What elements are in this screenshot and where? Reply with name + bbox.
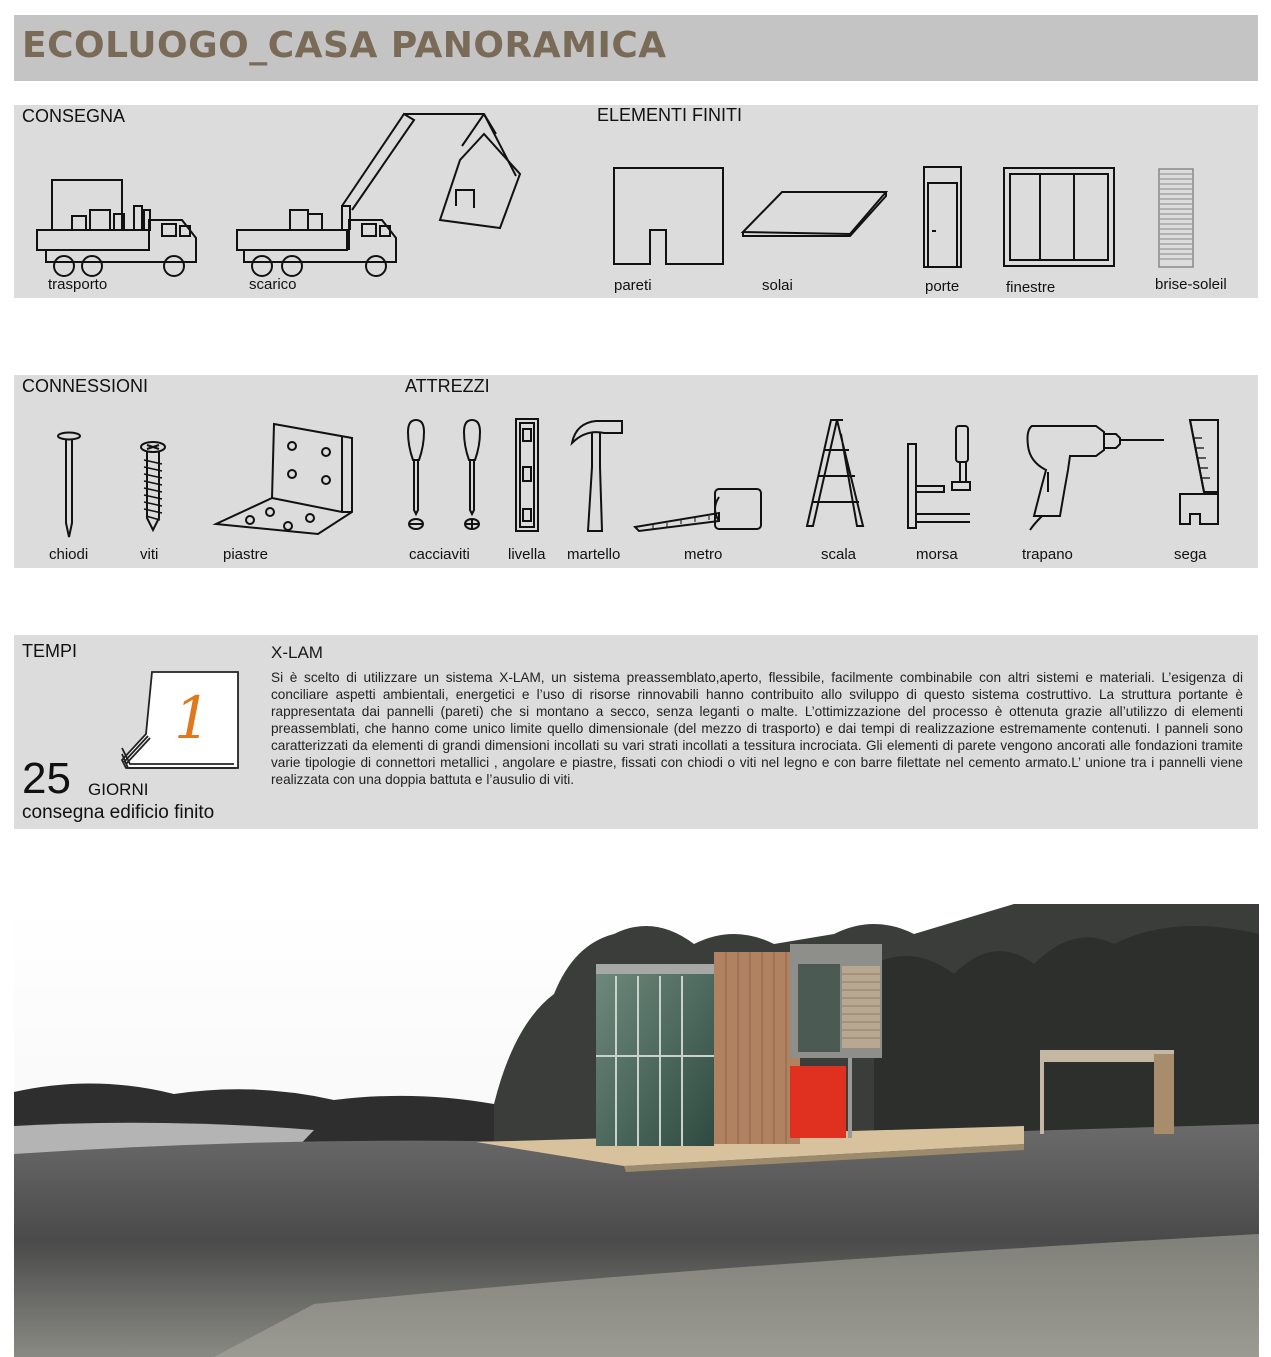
label-solai: solai <box>762 277 793 294</box>
screwdriver-icon <box>402 418 492 534</box>
label-morsa: morsa <box>916 546 958 563</box>
consegna-title: CONSEGNA <box>22 106 126 126</box>
brise-soleil-icon <box>1158 168 1194 268</box>
drill-icon <box>1024 422 1166 532</box>
hammer-icon <box>570 417 626 535</box>
xlam-description: Si è scelto di utilizzare un sistema X-LAM, un sistema preassemblato,aperto, flessibile, facilmente combinabile con altri sistemi e materiali. L’esigenza di conciliare aspetti ambientali, energetici e l’uso di risorse rinnovabili hanno contribuito allo sviluppo di questo sistema costruttivo. La struttura portante è rappresentata dai pannelli (pareti) che si montano a secco, senza leganti o malte. L’ottimizzazione del processo è ottenuta grazie all’utilizzo di elementi preassemblati, che hanno come unico limite quello dimensionale (del mezzo di trasporto) e dai tempi di realizzazione estremamente contenuti. I panneli sono caratterizzati da elementi di grandi dimensioni incollati su vari strati incollati a tessitura incrociata. Gli elementi di parete vengono ancorati alle fondazioni tramite varie tipologie di connettori metallici , angolare e piastre, fissati con chiodi o viti nel legno e con barre filettate nel cemento armato.L’ unione tra i pannelli viene realizzata con una doppia battuta e l’ausulio di viti. <box>271 670 1243 787</box>
bracket-plate-icon <box>212 420 358 538</box>
crane-truck-icon <box>234 110 524 280</box>
page-title: ECOLUOGO_CASA PANORAMICA <box>22 25 667 66</box>
nail-icon <box>56 431 82 539</box>
days-number: 25 <box>22 754 71 803</box>
tempi-caption: consegna edificio finito <box>22 802 215 823</box>
label-piastre: piastre <box>223 546 269 563</box>
days-unit: GIORNI <box>88 780 149 799</box>
label-livella: livella <box>508 546 546 563</box>
calendar-digit: 1 <box>174 684 211 752</box>
label-trapano: trapano <box>1022 546 1073 563</box>
label-metro: metro <box>684 546 723 563</box>
screw-icon <box>138 440 168 532</box>
tempi-title: TEMPI <box>22 641 78 661</box>
label-porte: porte <box>925 278 960 295</box>
label-chiodi: chiodi <box>49 546 89 563</box>
label-scala: scala <box>821 546 857 563</box>
label-finestre: finestre <box>1006 279 1056 296</box>
spirit-level-icon <box>514 417 540 533</box>
label-brise-soleil: brise-soleil <box>1155 276 1227 293</box>
attrezzi-title: ATTREZZI <box>405 376 490 396</box>
title-band <box>14 15 1258 81</box>
clamp-icon <box>904 424 974 530</box>
elementi-title: ELEMENTI FINITI <box>597 105 743 125</box>
saw-icon <box>1176 418 1224 528</box>
label-viti: viti <box>140 546 159 563</box>
label-scarico: scarico <box>249 276 297 293</box>
door-icon <box>922 165 964 269</box>
window-icon <box>1002 166 1116 268</box>
xlam-title: X-LAM <box>271 643 323 662</box>
tape-measure-icon <box>633 487 763 533</box>
house-render-image <box>14 904 1259 1357</box>
label-martello: martello <box>567 546 621 563</box>
wall-icon <box>612 166 726 268</box>
connessioni-title: CONNESSIONI <box>22 376 149 396</box>
label-cacciaviti: cacciaviti <box>409 546 470 563</box>
label-sega: sega <box>1174 546 1207 563</box>
label-pareti: pareti <box>614 277 652 294</box>
truck-icon <box>34 176 200 278</box>
label-trasporto: trasporto <box>48 276 108 293</box>
slab-icon <box>740 188 890 240</box>
calendar-icon <box>118 668 244 774</box>
ladder-icon <box>803 418 869 530</box>
